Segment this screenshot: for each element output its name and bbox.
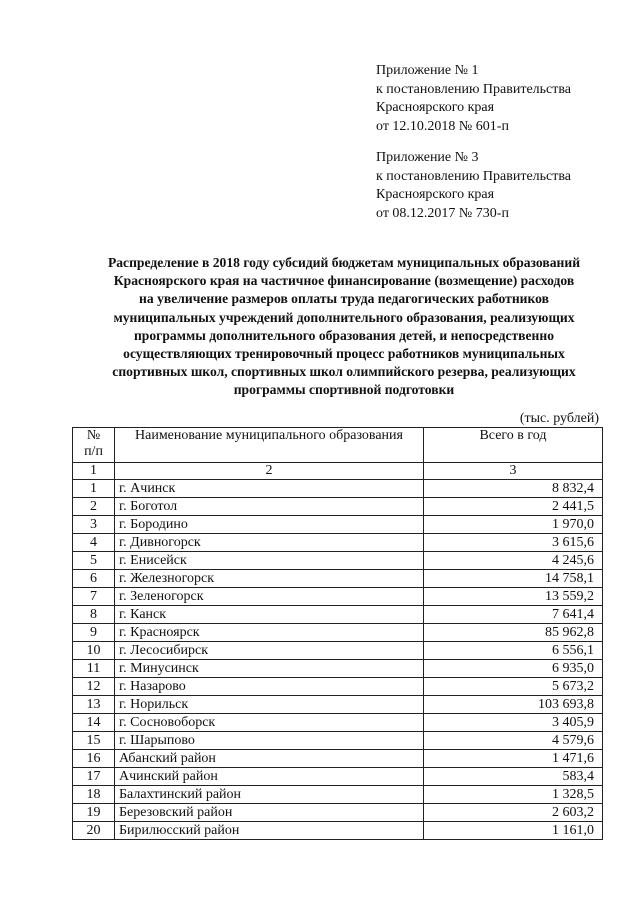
- column-index: 1: [73, 463, 115, 480]
- annual-total: 7 641,4: [424, 606, 603, 624]
- annual-total: 14 758,1: [424, 570, 603, 588]
- municipality-name: Березовский район: [115, 804, 424, 822]
- row-number: 5: [73, 552, 115, 570]
- municipality-name: г. Зеленогорск: [115, 588, 424, 606]
- annual-total: 1 970,0: [424, 516, 603, 534]
- annual-total: 3 405,9: [424, 714, 603, 732]
- annual-total: 6 935,0: [424, 660, 603, 678]
- column-index-row: [73, 463, 603, 480]
- row-number: 6: [73, 570, 115, 588]
- annual-total: 103 693,8: [424, 696, 603, 714]
- table-row: [73, 732, 603, 750]
- table-row: [73, 750, 603, 768]
- row-number: 4: [73, 534, 115, 552]
- municipality-name: г. Ачинск: [115, 480, 424, 498]
- title-line: Красноярского края на частичное финансирование (возмещение) расходов: [113, 273, 575, 289]
- municipality-name: г. Сосновоборск: [115, 714, 424, 732]
- row-number: 14: [73, 714, 115, 732]
- header-number-line2: п/п: [84, 444, 103, 459]
- subsidy-table: [72, 427, 603, 840]
- municipality-name: г. Красноярск: [115, 624, 424, 642]
- annual-total: 6 556,1: [424, 642, 603, 660]
- appendix-1-line: Красноярского края: [376, 100, 495, 115]
- appendix-3-block: [376, 149, 571, 223]
- table-row: [73, 516, 603, 534]
- title-line: муниципальных учреждений дополнительного образования, реализующих: [113, 309, 575, 325]
- title-line: программы дополнительного образования детей, и непосредственно: [133, 327, 555, 343]
- row-number: 13: [73, 696, 115, 714]
- municipality-name: г. Минусинск: [115, 660, 424, 678]
- table-row: [73, 498, 603, 516]
- units-label: (тыс. рублей): [519, 411, 599, 426]
- table-row: [73, 606, 603, 624]
- table-row: [73, 804, 603, 822]
- appendix-1-block: [376, 62, 571, 136]
- row-number: 10: [73, 642, 115, 660]
- municipality-name: г. Норильск: [115, 696, 424, 714]
- annual-total: 1 328,5: [424, 786, 603, 804]
- annual-total: 1 471,6: [424, 750, 603, 768]
- municipality-name: г. Назарово: [115, 678, 424, 696]
- table-row: [73, 534, 603, 552]
- table-row: [73, 696, 603, 714]
- title-line: осуществляющих тренировочный процесс работников муниципальных: [123, 346, 565, 362]
- table-row: [73, 822, 603, 840]
- header-number-line1: №: [86, 428, 101, 443]
- table-row: [73, 570, 603, 588]
- appendix-1-line: Приложение № 1: [376, 63, 479, 78]
- table-row: [73, 786, 603, 804]
- row-number: 16: [73, 750, 115, 768]
- annual-total: 13 559,2: [424, 588, 603, 606]
- annual-total: 4 245,6: [424, 552, 603, 570]
- table-row: [73, 642, 603, 660]
- municipality-name: г. Канск: [115, 606, 424, 624]
- table-row: [73, 588, 603, 606]
- table-row: [73, 624, 603, 642]
- row-number: 18: [73, 786, 115, 804]
- annual-total: 5 673,2: [424, 678, 603, 696]
- row-number: 9: [73, 624, 115, 642]
- appendix-3-line: от 08.12.2017 № 730-п: [376, 205, 509, 221]
- annual-total: 8 832,4: [424, 480, 603, 498]
- municipality-name: Бирилюсский район: [115, 822, 424, 840]
- table-row: [73, 660, 603, 678]
- row-number: 11: [73, 660, 115, 678]
- table-body: [73, 480, 603, 840]
- row-number: 20: [73, 822, 115, 840]
- table-header-row: [73, 428, 603, 463]
- table-row: [73, 480, 603, 498]
- table-row: [73, 678, 603, 696]
- municipality-name: Абанский район: [115, 750, 424, 768]
- annual-total: 583,4: [424, 768, 603, 786]
- annual-total: 85 962,8: [424, 624, 603, 642]
- municipality-name: г. Енисейск: [115, 552, 424, 570]
- document-title: [64, 254, 624, 400]
- column-index: 2: [115, 463, 424, 480]
- municipality-name: г. Боготол: [115, 498, 424, 516]
- title-line: Распределение в 2018 году субсидий бюджетам муниципальных образований: [107, 255, 581, 270]
- row-number: 2: [73, 498, 115, 516]
- annual-total: 3 615,6: [424, 534, 603, 552]
- appendix-1-line: от 12.10.2018 № 601-п: [376, 118, 509, 134]
- municipality-name: Ачинский район: [115, 768, 424, 786]
- column-index: 3: [424, 463, 603, 480]
- appendix-3-line: Приложение № 3: [376, 150, 479, 165]
- municipality-name: г. Лесосибирск: [115, 642, 424, 660]
- annual-total: 1 161,0: [424, 822, 603, 840]
- appendix-3-line: Красноярского края: [376, 187, 495, 202]
- row-number: 7: [73, 588, 115, 606]
- header-name: Наименование муниципального образования: [115, 428, 424, 463]
- annual-total: 2 441,5: [424, 498, 603, 516]
- row-number: 19: [73, 804, 115, 822]
- row-number: 15: [73, 732, 115, 750]
- title-line: на увеличение размеров оплаты труда педагогических работников: [139, 291, 549, 307]
- row-number: 3: [73, 516, 115, 534]
- municipality-name: г. Бородино: [115, 516, 424, 534]
- municipality-name: г. Дивногорск: [115, 534, 424, 552]
- row-number: 1: [73, 480, 115, 498]
- row-number: 8: [73, 606, 115, 624]
- annual-total: 4 579,6: [424, 732, 603, 750]
- annual-total: 2 603,2: [424, 804, 603, 822]
- title-line: программы спортивной подготовки: [233, 382, 455, 398]
- municipality-name: г. Железногорск: [115, 570, 424, 588]
- row-number: 17: [73, 768, 115, 786]
- header-number: [73, 428, 115, 463]
- municipality-name: г. Шарыпово: [115, 732, 424, 750]
- appendix-3-line: к постановлению Правительства: [376, 168, 572, 184]
- table-row: [73, 714, 603, 732]
- header-total: Всего в год: [424, 428, 603, 463]
- title-line: спортивных школ, спортивных школ олимпийского резерва, реализующих: [112, 364, 576, 380]
- appendix-1-line: к постановлению Правительства: [376, 81, 572, 97]
- municipality-name: Балахтинский район: [115, 786, 424, 804]
- table-row: [73, 768, 603, 786]
- table-row: [73, 552, 603, 570]
- row-number: 12: [73, 678, 115, 696]
